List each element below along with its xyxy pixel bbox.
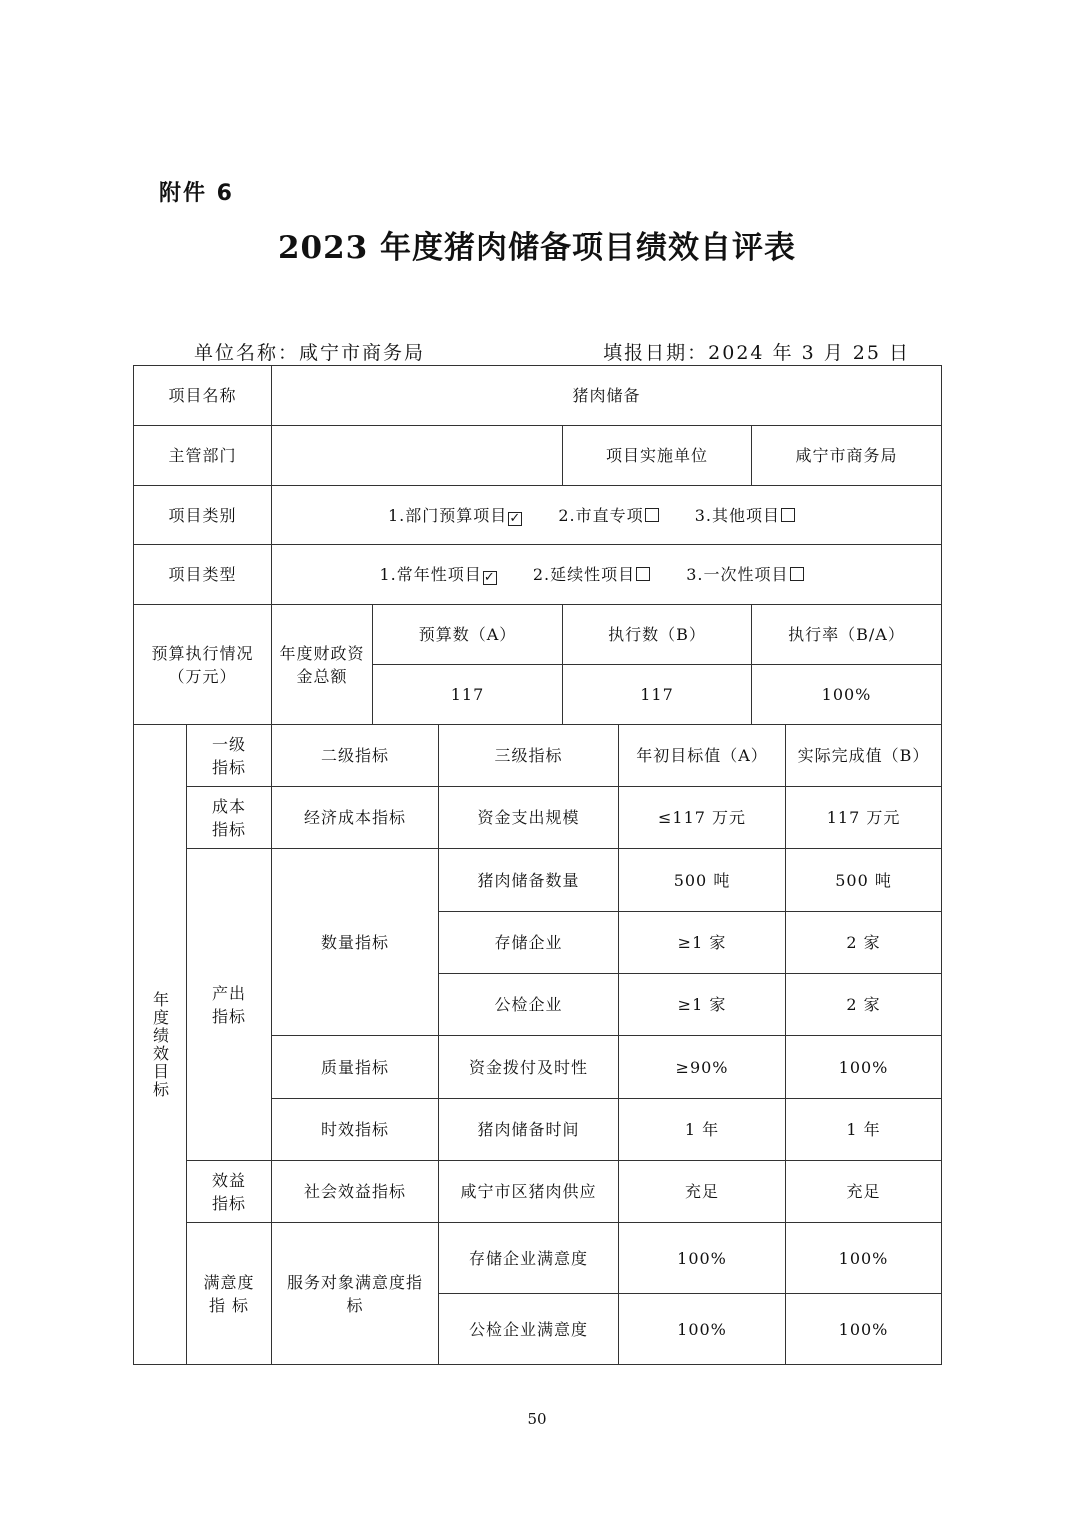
type-options [272,545,942,605]
cost-actual: 117 万元 [786,787,942,849]
budget-sub-label: 年度财政资金总额 [272,605,373,725]
quantity-2-actual: 2 家 [786,912,942,974]
cost-l1: 成本指标 [187,787,272,849]
header-l1: 一级指标 [187,725,272,787]
category-option-2-text: 2.市直专项 [558,505,644,525]
checkbox-checked-icon: ✓ [509,510,522,526]
dept-label: 主管部门 [134,426,272,486]
row-satisfaction-1 [134,1223,942,1294]
satisfaction-l2: 服务对象满意度指标 [272,1223,439,1365]
timeliness-target: 1 年 [619,1099,786,1161]
checkbox-empty-icon [781,508,795,522]
cost-l3: 资金支出规模 [439,787,619,849]
timeliness-l2: 时效指标 [272,1099,439,1161]
row-department [134,426,942,486]
quantity-2-target: ≥1 家 [619,912,786,974]
quantity-2-l3: 存储企业 [439,912,619,974]
cost-l2: 经济成本指标 [272,787,439,849]
type-option-3 [686,565,803,584]
header-target: 年初目标值（A） [619,725,786,787]
unit-label: 单位名称： [194,342,300,364]
benefit-target: 充足 [619,1161,786,1223]
row-cost [134,787,942,849]
category-label: 项目类别 [134,486,272,545]
impl-unit-label: 项目实施单位 [563,426,752,486]
project-name-label: 项目名称 [134,366,272,426]
satisfaction-2-target: 100% [619,1294,786,1365]
quantity-1-actual: 500 吨 [786,849,942,912]
category-option-2 [558,506,658,525]
budget-value-planned: 117 [373,665,563,725]
checkbox-empty-icon [790,567,804,581]
type-option-1 [380,565,497,584]
type-option-3-text: 3.一次性项目 [686,565,789,584]
type-option-2-text: 2.延续性项目 [532,565,636,584]
satisfaction-2-l3: 公检企业满意度 [439,1294,619,1365]
row-category [134,486,942,545]
row-performance-header [134,725,942,787]
budget-header-planned: 预算数（A） [373,605,563,665]
benefit-l1: 效益指标 [187,1161,272,1223]
impl-unit-value: 咸宁市商务局 [752,426,942,486]
performance-section-label: 年度绩效目标 [134,725,187,1365]
row-type [134,545,942,605]
quality-target: ≥90% [619,1036,786,1099]
unit-value: 咸宁市商务局 [299,342,426,364]
output-label: 产出指标 [187,849,272,1161]
budget-label: 预算执行情况（万元） [134,605,272,725]
quality-actual: 100% [786,1036,942,1099]
timeliness-l3: 猪肉储备时间 [439,1099,619,1161]
timeliness-actual: 1 年 [786,1099,942,1161]
satisfaction-1-target: 100% [619,1223,786,1294]
page-number: 50 [527,1410,547,1428]
date-label: 填报日期： [603,342,709,364]
quantity-3-actual: 2 家 [786,974,942,1036]
attachment-label: 附件 6 [159,181,234,206]
quantity-1-target: 500 吨 [619,849,786,912]
row-benefit [134,1161,942,1223]
quantity-3-l3: 公检企业 [439,974,619,1036]
quantity-label: 数量指标 [272,849,439,1036]
header-l2: 二级指标 [272,725,439,787]
type-option-2 [533,565,650,584]
project-name-value: 猪肉储备 [272,366,942,426]
budget-value-rate: 100% [752,665,942,725]
category-option-3 [695,506,795,525]
row-quantity-1 [134,849,942,912]
category-options [272,486,942,545]
category-option-3-text: 3.其他项目 [694,505,781,525]
dept-value [272,426,563,486]
benefit-l3: 咸宁市区猪肉供应 [439,1161,619,1223]
checkbox-empty-icon [645,508,659,522]
cost-target: ≤117 万元 [619,787,786,849]
quantity-3-target: ≥1 家 [619,974,786,1036]
satisfaction-2-actual: 100% [786,1294,942,1365]
benefit-l2: 社会效益指标 [272,1161,439,1223]
category-option-1-text: 1.部门预算项目 [388,505,508,525]
satisfaction-1-l3: 存储企业满意度 [439,1223,619,1294]
budget-header-executed: 执行数（B） [563,605,752,665]
header-actual: 实际完成值（B） [786,725,942,787]
evaluation-table [133,365,942,1365]
checkbox-checked-icon: ✓ [483,570,496,585]
date-info [603,338,910,365]
quality-l3: 资金拨付及时性 [439,1036,619,1099]
budget-header-rate: 执行率（B/A） [752,605,942,665]
quantity-1-l3: 猪肉储备数量 [439,849,619,912]
row-project-name [134,366,942,426]
satisfaction-label: 满意度指 标 [187,1223,272,1365]
row-budget-header [134,605,942,665]
quality-l2: 质量指标 [272,1036,439,1099]
type-option-1-text: 1.常年性项目 [379,565,482,584]
satisfaction-1-actual: 100% [786,1223,942,1294]
type-label: 项目类型 [134,545,272,605]
page-title: 2023 年度猪肉储备项目绩效自评表 [277,230,797,266]
date-value: 2024 年 3 月 25 日 [708,342,910,364]
benefit-actual: 充足 [786,1161,942,1223]
category-option-1 [388,506,522,525]
header-l3: 三级指标 [439,725,619,787]
budget-value-executed: 117 [563,665,752,725]
unit-info [194,338,425,365]
checkbox-empty-icon [636,567,650,581]
